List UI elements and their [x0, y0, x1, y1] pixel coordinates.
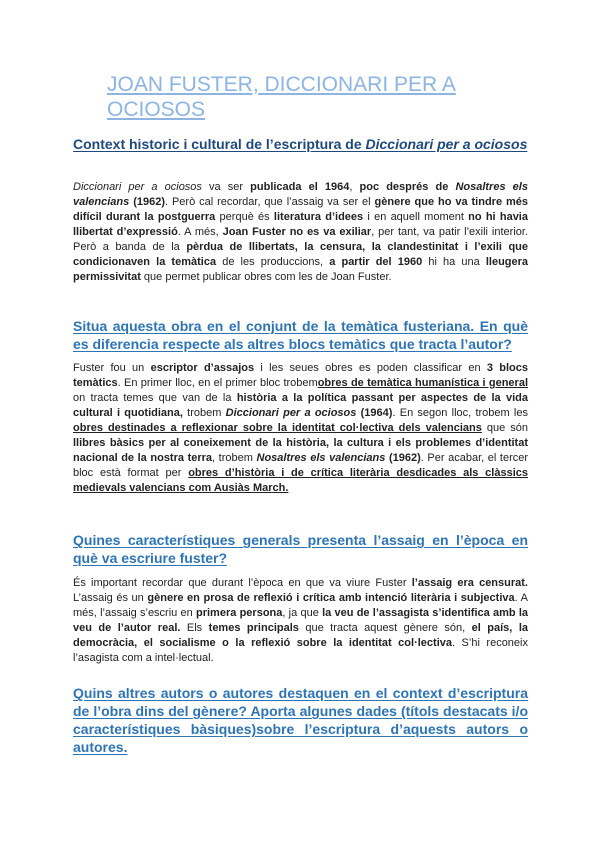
text: hi ha una: [422, 256, 486, 268]
emphasis: poc després de: [359, 181, 449, 193]
text: L’assaig és un: [73, 592, 148, 604]
emphasis: història a la política passant per aspectes de la vida cultural i quotidiana,: [73, 392, 528, 419]
text: . S’hi reconeix l’asagista com a intel·lectual.: [73, 637, 528, 664]
emphasis: primera persona: [196, 607, 283, 619]
text: , ja que: [282, 607, 323, 619]
emphasis-underlined: obres d’història i de crítica literària desdicades als clàssics medievals valencians com Ausiàs March.: [73, 467, 528, 494]
document-title: JOAN FUSTER, DICCIONARI PER A OCIOSOS: [107, 73, 456, 121]
text: Fuster fou un: [73, 362, 151, 374]
work-title: Nosaltres els valencians: [256, 452, 386, 464]
emphasis: lleugera permissivitat: [73, 256, 529, 283]
work-title: Nosaltres els valencians: [73, 181, 528, 208]
emphasis: Joan Fuster no es va exiliar: [222, 226, 372, 238]
emphasis-underlined: obres de temàtica humanística i general: [317, 377, 528, 389]
text: ,: [349, 181, 360, 193]
text: . A més,: [177, 226, 223, 238]
section-1-heading: [73, 135, 528, 153]
text: . En segon lloc, trobem les: [392, 407, 528, 419]
text: . Per acabar, el tercer bloc està format per: [73, 452, 529, 479]
text: va ser: [201, 181, 251, 193]
text: , trobem: [212, 452, 257, 464]
text: . A més, l’assaig s’escriu en: [73, 592, 528, 619]
text: És important recordar que durant l’època en que va viure Fuster: [73, 577, 412, 589]
text: perquè és: [215, 211, 274, 223]
emphasis: temes principals: [208, 622, 299, 634]
text: . Però cal recordar, que l’assaig va ser el: [164, 196, 375, 208]
text: i en aquell moment: [363, 211, 469, 223]
emphasis: llibres bàsics per al coneixement de la història, la cultura i els problemes d’identitat nacional de la nostra terra: [73, 437, 528, 464]
emphasis: escriptor d’assajos: [150, 362, 255, 374]
emphasis: publicada el 1964: [250, 181, 350, 193]
text: on tracta temes que van de la: [73, 392, 237, 404]
work-title: Diccionari per a ociosos: [225, 407, 357, 419]
section-1-heading-text: Context historic i cultural de l’escriptura de: [73, 136, 366, 152]
section-2-heading: Situa aquesta obra en el conjunt de la temàtica fusteriana. En què es diferencia respecte als altres blocs temàtics que tracta l’autor?: [73, 318, 528, 352]
emphasis: literatura d’idees: [273, 211, 364, 223]
text: . En primer lloc, en el primer bloc trobem: [117, 377, 318, 389]
emphasis: 3 blocs temàtics: [73, 362, 529, 389]
emphasis: pèrdua de llibertats, la censura, la clandestinitat i l’exili que condicionaven la temàtica: [73, 241, 529, 268]
section-3-paragraph: [73, 576, 528, 666]
section-2-paragraph: [73, 361, 528, 496]
emphasis: (1962): [388, 452, 421, 464]
text: que tracta aquest gènere són,: [298, 622, 472, 634]
text: de les produccions,: [216, 256, 330, 268]
section-3-heading: Quines característiques generals presenta l’assaig en l’època en què va escriure fuster?: [73, 532, 528, 566]
text: Els: [180, 622, 209, 634]
text: que permet publicar obres com les de Joan Fuster.: [140, 271, 392, 283]
emphasis: l’assaig era censurat.: [411, 577, 528, 589]
text: trobem: [182, 407, 226, 419]
work-title: Diccionari per a ociosos: [73, 181, 202, 193]
emphasis: a partir del 1960: [329, 256, 423, 268]
section-1-heading-work-title: Diccionari per a ociosos: [365, 136, 528, 152]
text: i les seues obres es poden classificar en: [254, 362, 487, 374]
text: , per tant, va patir l’exili interior. Però a banda de la: [73, 226, 528, 253]
emphasis: (1964): [360, 407, 393, 419]
section-4-heading: Quins altres autors o autores destaquen en el context d’escriptura de l’obra dins del gènere? Aporta algunes dades (títols destacats i/o característiques bàsiques)sobre l’escriptura d’aquests autors o autores.: [73, 685, 528, 755]
section-1-paragraph: [73, 180, 528, 285]
emphasis: (1962): [133, 196, 165, 208]
emphasis-underlined: obres destinades a reflexionar sobre la identitat col·lectiva dels valencians: [73, 422, 482, 434]
emphasis: gènere que ho va tindre més difícil durant la postguerra: [73, 196, 529, 223]
emphasis: el país, la democràcia, el socialisme o la reflexió sobre la identitat col·lectiva: [73, 622, 528, 649]
emphasis: no hi havia llibertat d’expressió: [73, 211, 528, 238]
emphasis: gènere en prosa de reflexió i crítica amb intenció literària i subjectiva: [147, 592, 515, 604]
emphasis: la veu de l’assagista s’identifica amb la veu de l’autor real.: [73, 607, 529, 634]
text: que són: [481, 422, 529, 434]
